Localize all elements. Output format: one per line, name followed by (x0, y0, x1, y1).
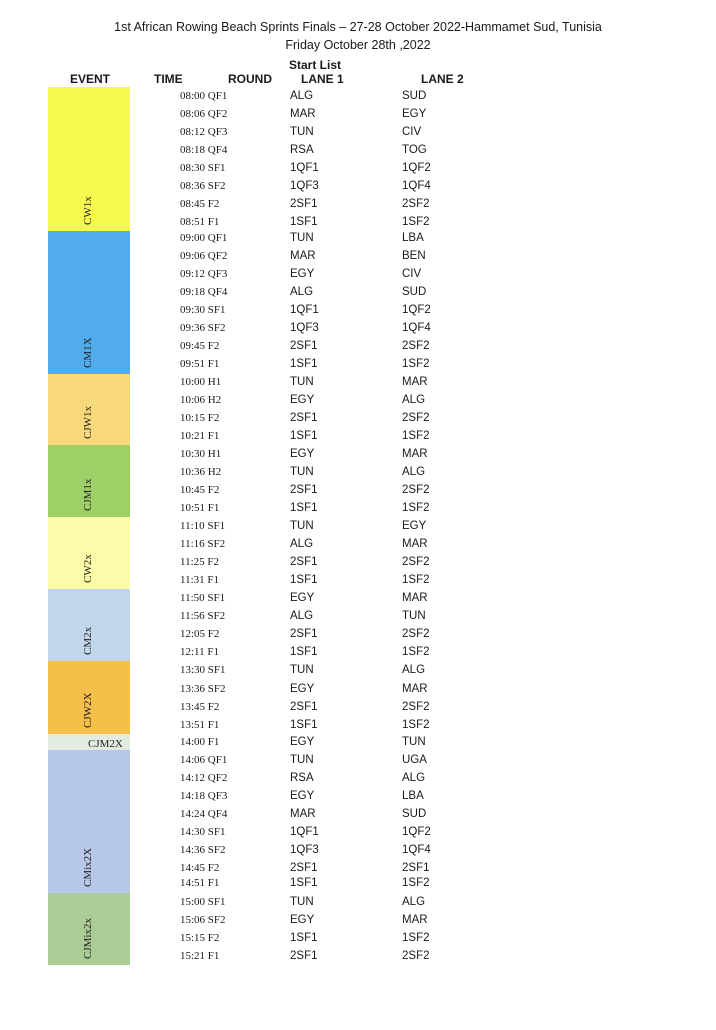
race-time-round: 15:06 SF2 (180, 914, 226, 926)
lane2-entry: 1SF2 (402, 358, 430, 370)
race-time-round: 10:36 H2 (180, 466, 222, 478)
lane1-entry: 1QF1 (290, 162, 319, 174)
race-time-round: 09:00 QF1 (180, 232, 228, 244)
column-header-time: TIME (154, 72, 183, 86)
lane2-entry: ALG (402, 772, 426, 784)
column-header-round: ROUND (228, 72, 272, 86)
race-time-round: 10:15 F2 (180, 412, 220, 424)
race-time-round: 09:36 SF2 (180, 322, 226, 334)
race-row (0, 683, 716, 699)
lane1-entry: ALG (290, 286, 314, 298)
lane1-entry: 2SF1 (290, 198, 318, 210)
race-time-round: 09:30 SF1 (180, 304, 226, 316)
race-time-round: 09:18 QF4 (180, 286, 228, 298)
event-label: CJM2X (88, 738, 123, 750)
lane2-entry: 2SF2 (402, 701, 430, 713)
lane1-entry: 1QF3 (290, 180, 319, 192)
lane2-entry: EGY (402, 520, 427, 532)
race-time-round: 14:45 F2 (180, 862, 220, 874)
lane1-entry: 1SF1 (290, 358, 318, 370)
lane2-entry: 1QF4 (402, 180, 431, 192)
lane2-entry: SUD (402, 286, 427, 298)
race-time-round: 15:21 F1 (180, 950, 220, 962)
race-row (0, 877, 716, 893)
lane2-entry: ALG (402, 664, 426, 676)
lane1-entry: 1QF3 (290, 844, 319, 856)
race-time-round: 14:36 SF2 (180, 844, 226, 856)
race-time-round: 15:00 SF1 (180, 896, 226, 908)
race-row (0, 502, 716, 518)
lane2-entry: 1QF2 (402, 826, 431, 838)
lane2-entry: 1SF2 (402, 574, 430, 586)
event-label: CJW2X (82, 692, 94, 728)
event-label: CJMix2x (82, 918, 94, 959)
race-row (0, 216, 716, 232)
lane1-entry: TUN (290, 232, 314, 244)
race-time-round: 11:25 F2 (180, 556, 220, 568)
race-time-round: 10:06 H2 (180, 394, 222, 406)
race-time-round: 11:56 SF2 (180, 610, 226, 622)
lane2-entry: 1QF4 (402, 844, 431, 856)
lane2-entry: TOG (402, 144, 427, 156)
lane1-entry: ALG (290, 90, 314, 102)
lane1-entry: 1SF1 (290, 932, 318, 944)
race-time-round: 14:12 QF2 (180, 772, 228, 784)
race-row (0, 592, 716, 608)
lane1-entry: 1SF1 (290, 216, 318, 228)
race-time-round: 13:45 F2 (180, 701, 220, 713)
race-row (0, 538, 716, 554)
race-row (0, 358, 716, 374)
race-time-round: 10:45 F2 (180, 484, 220, 496)
race-time-round: 10:21 F1 (180, 430, 220, 442)
lane2-entry: 2SF2 (402, 198, 430, 210)
race-time-round: 13:36 SF2 (180, 683, 226, 695)
race-time-round: 14:30 SF1 (180, 826, 226, 838)
lane2-entry: 1SF2 (402, 502, 430, 514)
race-row (0, 628, 716, 644)
lane2-entry: 2SF2 (402, 628, 430, 640)
lane2-entry: MAR (402, 538, 428, 550)
event-label: CW2x (82, 554, 94, 583)
lane2-entry: MAR (402, 683, 428, 695)
column-header-lane1: LANE 1 (301, 72, 344, 86)
lane2-entry: 2SF2 (402, 556, 430, 568)
race-time-round: 09:51 F1 (180, 358, 220, 370)
lane2-entry: MAR (402, 592, 428, 604)
lane1-entry: EGY (290, 448, 315, 460)
lane1-entry: 1SF1 (290, 430, 318, 442)
column-header-lane2: LANE 2 (421, 72, 464, 86)
race-time-round: 14:18 QF3 (180, 790, 228, 802)
lane1-entry: TUN (290, 896, 314, 908)
lane2-entry: 1SF2 (402, 719, 430, 731)
lane1-entry: MAR (290, 808, 316, 820)
lane2-entry: 1QF2 (402, 304, 431, 316)
race-time-round: 08:18 QF4 (180, 144, 228, 156)
lane1-entry: EGY (290, 790, 315, 802)
race-row (0, 808, 716, 824)
lane1-entry: 2SF1 (290, 412, 318, 424)
race-row (0, 772, 716, 788)
race-time-round: 14:06 QF1 (180, 754, 228, 766)
document-title: 1st African Rowing Beach Sprints Finals – 27-28 October 2022-Hammamet Sud, Tunisia (114, 20, 602, 34)
race-row (0, 322, 716, 338)
race-time-round: 13:30 SF1 (180, 664, 226, 676)
race-time-round: 14:24 QF4 (180, 808, 228, 820)
lane1-entry: TUN (290, 126, 314, 138)
race-row (0, 180, 716, 196)
lane1-entry: TUN (290, 520, 314, 532)
race-row (0, 232, 716, 248)
race-time-round: 12:05 F2 (180, 628, 220, 640)
lane1-entry: 1QF1 (290, 304, 319, 316)
race-row (0, 574, 716, 590)
race-time-round: 14:00 F1 (180, 736, 220, 748)
race-row (0, 198, 716, 214)
race-row (0, 430, 716, 446)
lane1-entry: EGY (290, 914, 315, 926)
lane2-entry: UGA (402, 754, 427, 766)
lane2-entry: CIV (402, 268, 422, 280)
race-time-round: 09:12 QF3 (180, 268, 228, 280)
race-row (0, 250, 716, 266)
event-label: CM1X (82, 337, 94, 368)
lane2-entry: 1SF2 (402, 877, 430, 889)
lane2-entry: 1SF2 (402, 932, 430, 944)
lane1-entry: 1SF1 (290, 574, 318, 586)
race-time-round: 10:30 H1 (180, 448, 222, 460)
race-row (0, 162, 716, 178)
race-row (0, 914, 716, 930)
race-time-round: 11:50 SF1 (180, 592, 226, 604)
lane2-entry: 1QF2 (402, 162, 431, 174)
lane1-entry: MAR (290, 108, 316, 120)
lane2-entry: MAR (402, 376, 428, 388)
lane2-entry: 2SF1 (402, 862, 430, 874)
lane1-entry: 2SF1 (290, 340, 318, 352)
race-row (0, 664, 716, 680)
race-row (0, 790, 716, 806)
lane2-entry: LBA (402, 232, 424, 244)
race-row (0, 520, 716, 536)
column-header-event: EVENT (70, 72, 111, 86)
race-time-round: 10:51 F1 (180, 502, 220, 514)
race-row (0, 126, 716, 142)
lane2-entry: MAR (402, 914, 428, 926)
lane1-entry: EGY (290, 394, 315, 406)
race-row (0, 556, 716, 572)
lane2-entry: LBA (402, 790, 424, 802)
race-time-round: 08:00 QF1 (180, 90, 228, 102)
race-row (0, 412, 716, 428)
race-row (0, 484, 716, 500)
lane1-entry: EGY (290, 683, 315, 695)
lane1-entry: RSA (290, 144, 314, 156)
race-row (0, 646, 716, 662)
document-subtitle: Friday October 28th ,2022 (285, 38, 431, 52)
race-row (0, 286, 716, 302)
start-list-heading: Start List (288, 58, 341, 72)
lane2-entry: 1SF2 (402, 430, 430, 442)
lane1-entry: 2SF1 (290, 484, 318, 496)
lane2-entry: ALG (402, 394, 426, 406)
lane2-entry: ALG (402, 896, 426, 908)
lane2-entry: 1SF2 (402, 216, 430, 228)
lane2-entry: 1SF2 (402, 646, 430, 658)
race-time-round: 08:45 F2 (180, 198, 220, 210)
lane1-entry: MAR (290, 250, 316, 262)
race-row (0, 896, 716, 912)
lane2-entry: 2SF2 (402, 412, 430, 424)
event-label: CW1x (82, 196, 94, 225)
race-time-round: 08:12 QF3 (180, 126, 228, 138)
race-row (0, 448, 716, 464)
race-time-round: 15:15 F2 (180, 932, 220, 944)
race-row (0, 394, 716, 410)
lane1-entry: TUN (290, 376, 314, 388)
lane1-entry: 2SF1 (290, 628, 318, 640)
lane1-entry: 2SF1 (290, 862, 318, 874)
race-time-round: 11:31 F1 (180, 574, 220, 586)
lane2-entry: TUN (402, 736, 426, 748)
lane1-entry: 1QF1 (290, 826, 319, 838)
race-time-round: 08:30 SF1 (180, 162, 226, 174)
race-time-round: 08:51 F1 (180, 216, 220, 228)
event-label: CM2x (82, 626, 94, 655)
lane1-entry: TUN (290, 466, 314, 478)
lane1-entry: TUN (290, 664, 314, 676)
race-row (0, 466, 716, 482)
lane1-entry: ALG (290, 538, 314, 550)
lane2-entry: SUD (402, 90, 427, 102)
event-label: CMix2X (82, 847, 94, 887)
lane1-entry: EGY (290, 592, 315, 604)
event-label: CJW1x (82, 406, 94, 439)
lane1-entry: 2SF1 (290, 701, 318, 713)
race-row (0, 701, 716, 717)
race-row (0, 340, 716, 356)
lane2-entry: 2SF2 (402, 950, 430, 962)
race-time-round: 14:51 F1 (180, 877, 220, 889)
race-row (0, 90, 716, 106)
race-row (0, 376, 716, 392)
lane1-entry: TUN (290, 754, 314, 766)
lane1-entry: RSA (290, 772, 314, 784)
race-row (0, 844, 716, 860)
race-row (0, 862, 716, 878)
race-row (0, 304, 716, 320)
lane1-entry: EGY (290, 736, 315, 748)
race-row (0, 610, 716, 626)
race-row (0, 108, 716, 124)
event-label: CJM1x (82, 478, 94, 511)
race-row (0, 754, 716, 770)
lane1-entry: 1QF3 (290, 322, 319, 334)
lane2-entry: ALG (402, 466, 426, 478)
race-time-round: 12:11 F1 (180, 646, 220, 658)
race-row (0, 719, 716, 735)
race-row (0, 736, 716, 752)
lane1-entry: 2SF1 (290, 950, 318, 962)
lane1-entry: 1SF1 (290, 646, 318, 658)
race-row (0, 268, 716, 284)
race-row (0, 932, 716, 948)
lane2-entry: EGY (402, 108, 427, 120)
lane2-entry: SUD (402, 808, 427, 820)
lane1-entry: 1SF1 (290, 502, 318, 514)
race-time-round: 08:06 QF2 (180, 108, 228, 120)
race-row (0, 144, 716, 160)
race-time-round: 11:16 SF2 (180, 538, 226, 550)
lane1-entry: ALG (290, 610, 314, 622)
lane2-entry: MAR (402, 448, 428, 460)
lane2-entry: 1QF4 (402, 322, 431, 334)
lane2-entry: 2SF2 (402, 340, 430, 352)
race-time-round: 13:51 F1 (180, 719, 220, 731)
lane1-entry: EGY (290, 268, 315, 280)
lane2-entry: BEN (402, 250, 426, 262)
race-time-round: 09:06 QF2 (180, 250, 228, 262)
race-time-round: 10:00 H1 (180, 376, 222, 388)
lane1-entry: 1SF1 (290, 719, 318, 731)
race-row (0, 826, 716, 842)
lane1-entry: 1SF1 (290, 877, 318, 889)
lane2-entry: 2SF2 (402, 484, 430, 496)
race-time-round: 09:45 F2 (180, 340, 220, 352)
lane2-entry: TUN (402, 610, 426, 622)
race-time-round: 08:36 SF2 (180, 180, 226, 192)
lane2-entry: CIV (402, 126, 422, 138)
race-time-round: 11:10 SF1 (180, 520, 226, 532)
lane1-entry: 2SF1 (290, 556, 318, 568)
race-row (0, 950, 716, 966)
